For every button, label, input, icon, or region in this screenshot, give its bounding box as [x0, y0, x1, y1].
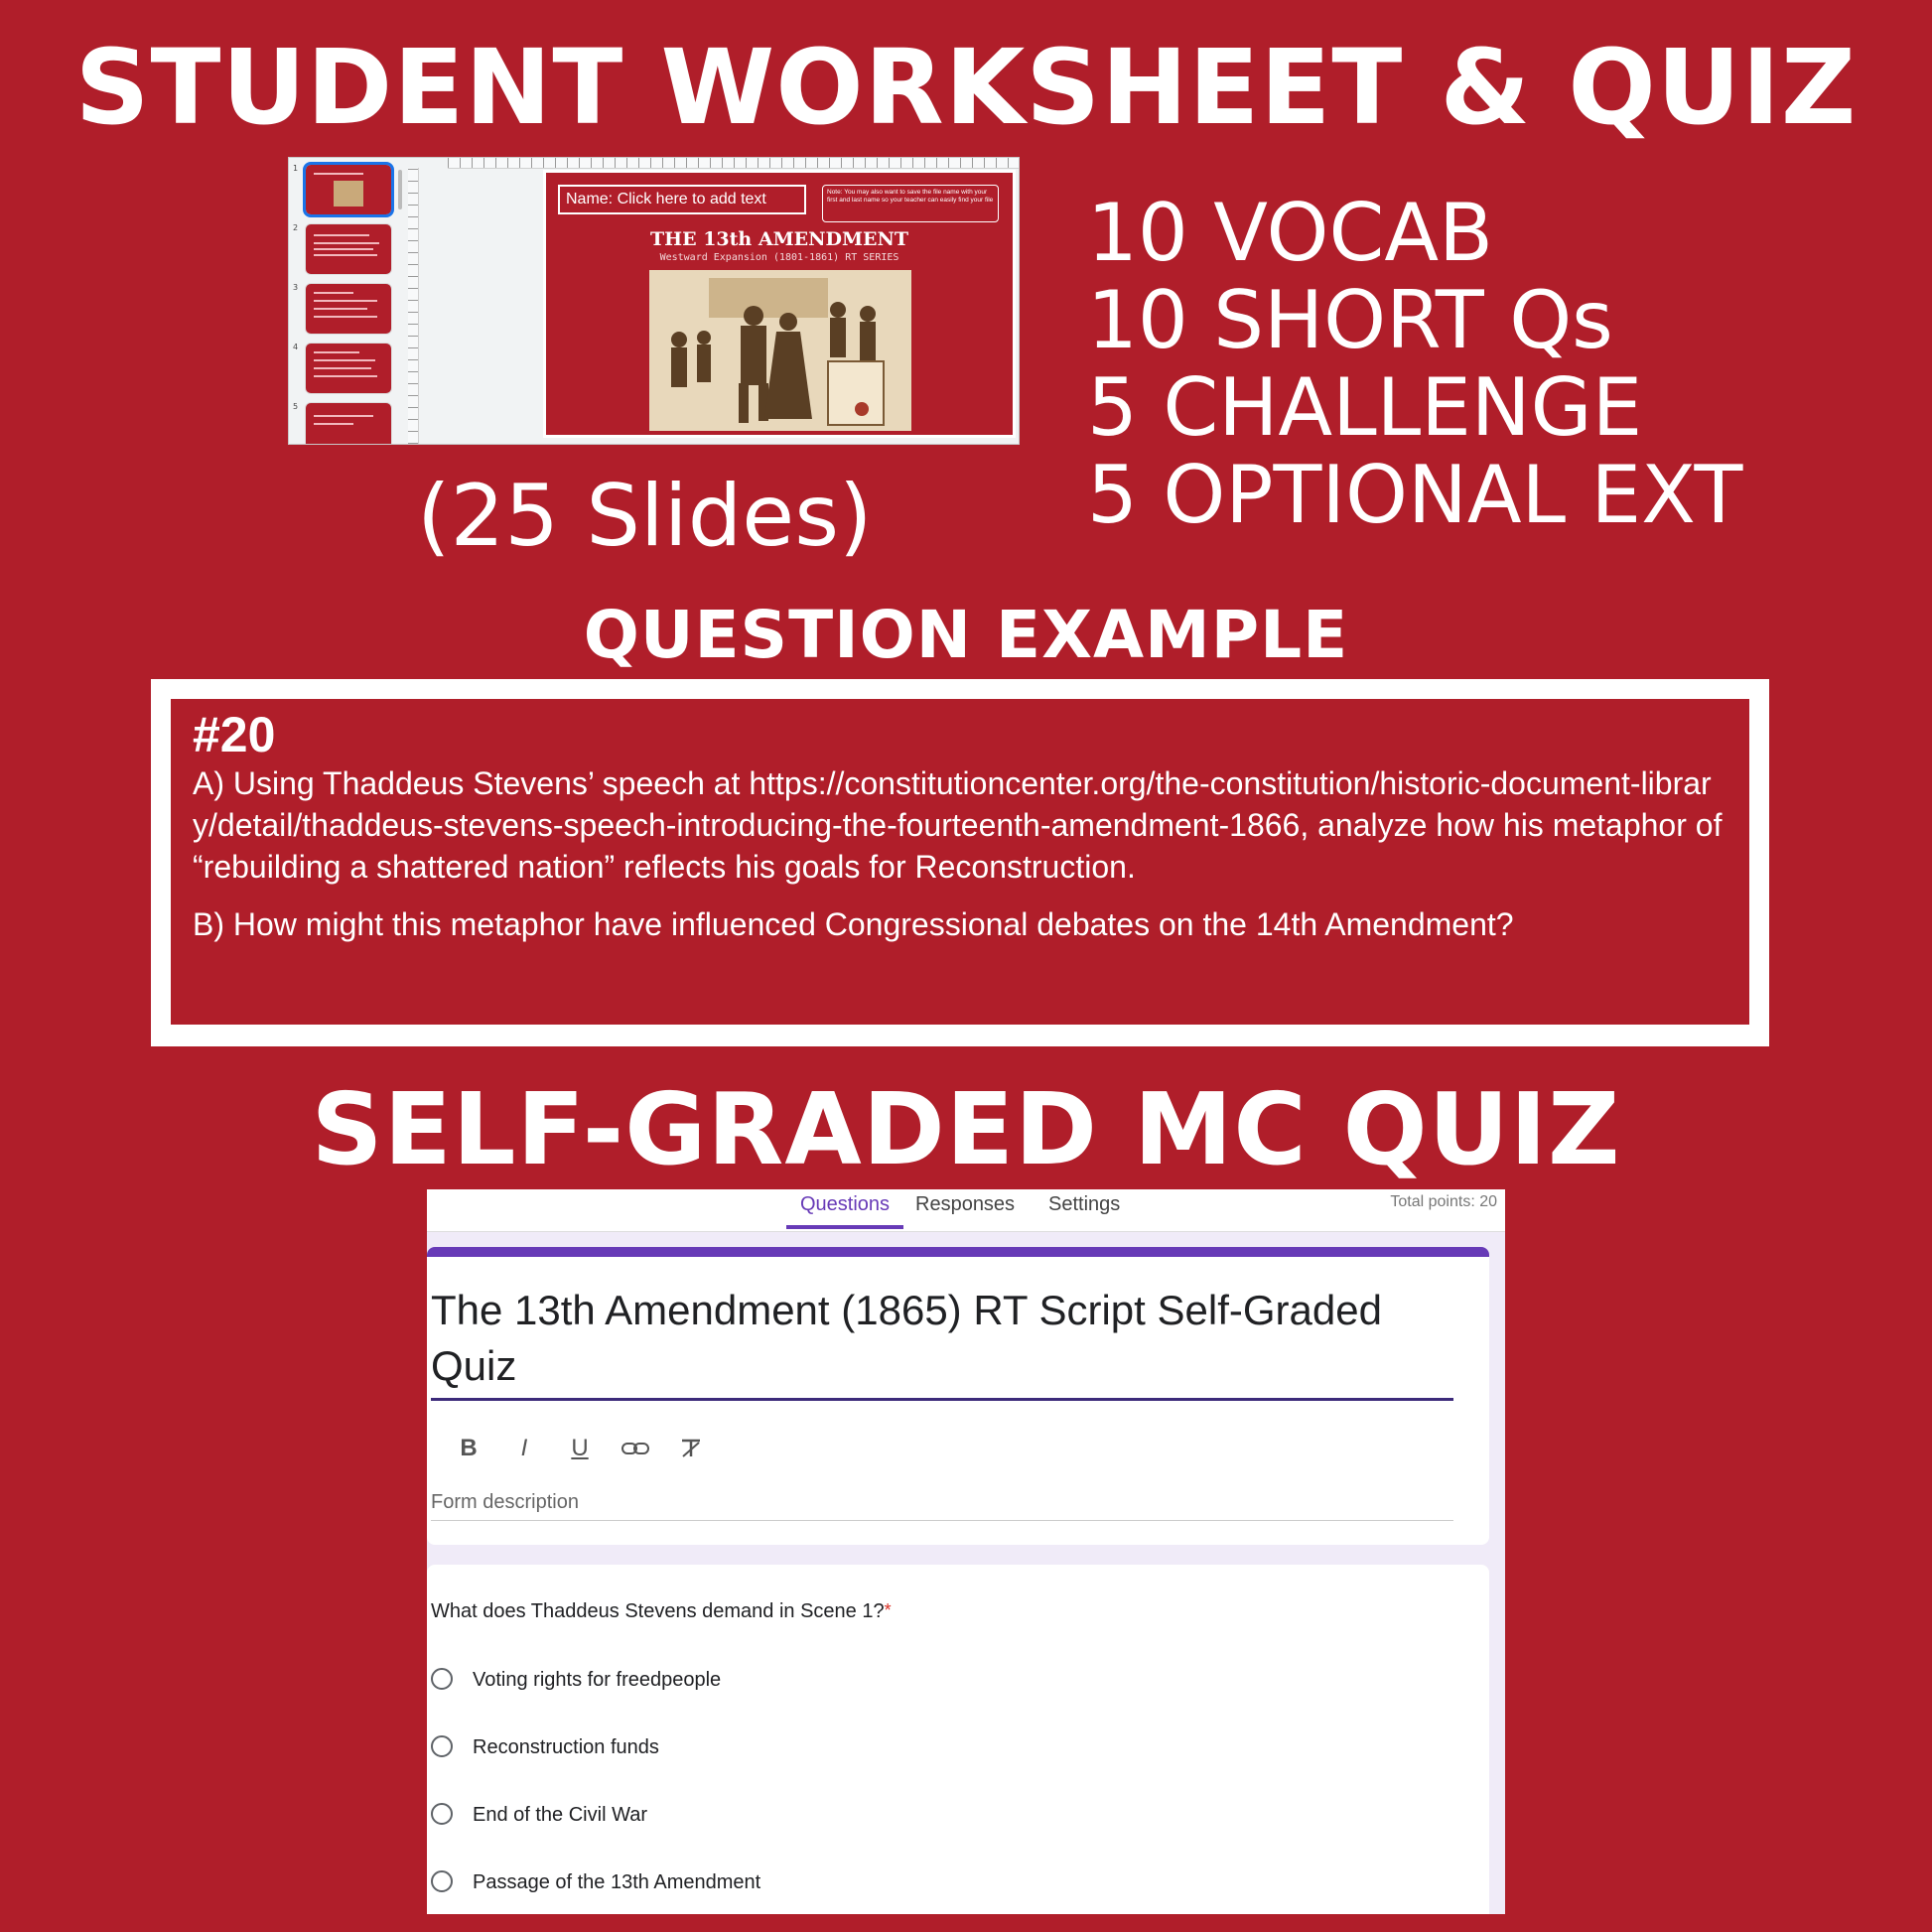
- thumbnail-number: 1: [293, 164, 299, 173]
- radio-button[interactable]: [431, 1668, 453, 1690]
- slide-canvas[interactable]: [543, 170, 1016, 438]
- stat-vocab: 10 VOCAB: [1087, 187, 1493, 279]
- filmstrip-scrollbar[interactable]: [398, 170, 402, 209]
- question-text: [431, 1600, 892, 1623]
- total-points: Total points: 20: [1390, 1193, 1497, 1210]
- required-asterisk: *: [884, 1600, 892, 1620]
- main-heading: STUDENT WORKSHEET & QUIZ: [74, 27, 1858, 148]
- option-label: Voting rights for freedpeople: [473, 1669, 722, 1691]
- question-example-frame: [151, 679, 1769, 1046]
- bold-icon[interactable]: B: [460, 1435, 478, 1461]
- name-textbox[interactable]: Name: Click here to add text: [558, 185, 806, 214]
- slide-thumbnail-3[interactable]: [305, 283, 392, 335]
- slide-thumbnail-2[interactable]: [305, 223, 392, 275]
- thumbnail-number: 2: [293, 223, 299, 232]
- slides-screenshot: [288, 157, 1020, 445]
- slides-count: (25 Slides): [417, 467, 873, 566]
- option-label: Reconstruction funds: [473, 1736, 659, 1758]
- tab-settings[interactable]: Settings: [1048, 1193, 1121, 1215]
- google-form-screenshot: [427, 1189, 1505, 1914]
- vertical-ruler: [408, 168, 419, 444]
- radio-button[interactable]: [431, 1870, 453, 1892]
- slide-illustration: [649, 270, 911, 431]
- form-description-input[interactable]: Form description: [431, 1491, 1453, 1521]
- form-header-card: [427, 1247, 1489, 1545]
- slide-title: THE 13th AMENDMENT: [650, 228, 908, 250]
- clear-formatting-icon[interactable]: [671, 1432, 711, 1465]
- form-title-input[interactable]: The 13th Amendment (1865) RT Script Self-Graded Quiz: [431, 1283, 1453, 1401]
- thumbnail-number: 3: [293, 283, 299, 292]
- option-label: End of the Civil War: [473, 1804, 647, 1826]
- tab-questions[interactable]: Questions: [786, 1189, 903, 1229]
- question-example-box: [171, 699, 1749, 1025]
- option-label: Passage of the 13th Amendment: [473, 1871, 761, 1893]
- question-part-b: B) How might this metaphor have influenced Congressional debates on the 14th Amendment?: [193, 906, 1514, 942]
- form-tab-bar: [427, 1189, 1505, 1232]
- slide-thumbnail-1[interactable]: [305, 164, 392, 215]
- slide-thumbnail-5[interactable]: [305, 402, 392, 445]
- thumbnail-number: 4: [293, 343, 299, 351]
- thumbnail-number: 5: [293, 402, 299, 411]
- horizontal-ruler: [448, 158, 1019, 169]
- slide-thumbnail-4[interactable]: [305, 343, 392, 394]
- underline-icon[interactable]: U: [571, 1435, 589, 1461]
- italic-icon[interactable]: I: [520, 1435, 528, 1461]
- stat-optional-extension: 5 OPTIONAL EXT: [1087, 449, 1743, 541]
- link-icon[interactable]: [616, 1432, 655, 1465]
- slide-subtitle: Westward Expansion (1801-1861) RT SERIES: [659, 252, 899, 263]
- question-part-a: A) Using Thaddeus Stevens’ speech at https://constitutioncenter.org/the-constitution/historic-document-library/detail/thaddeus-stevens-speech-introducing-the-fourteenth-amendment-1866, analyze how his metaphor of “rebuilding a shattered nation” reflects his goals for Reconstruction.: [193, 765, 1723, 885]
- mc-quiz-heading: SELF-GRADED MC QUIZ: [311, 1071, 1621, 1187]
- question-example-heading: QUESTION EXAMPLE: [583, 597, 1349, 673]
- note-textbox: Note: You may also want to save the file name with your first and last name so your teacher can easily find your file: [822, 185, 999, 222]
- radio-button[interactable]: [431, 1735, 453, 1757]
- question-card: [427, 1565, 1489, 1914]
- radio-button[interactable]: [431, 1803, 453, 1825]
- question-number: #20: [193, 707, 276, 762]
- question-label: What does Thaddeus Stevens demand in Scene 1?: [431, 1600, 885, 1622]
- stat-short-questions: 10 SHORT Qs: [1087, 274, 1613, 366]
- stat-challenge: 5 CHALLENGE: [1087, 361, 1643, 454]
- tab-responses[interactable]: Responses: [915, 1193, 1016, 1215]
